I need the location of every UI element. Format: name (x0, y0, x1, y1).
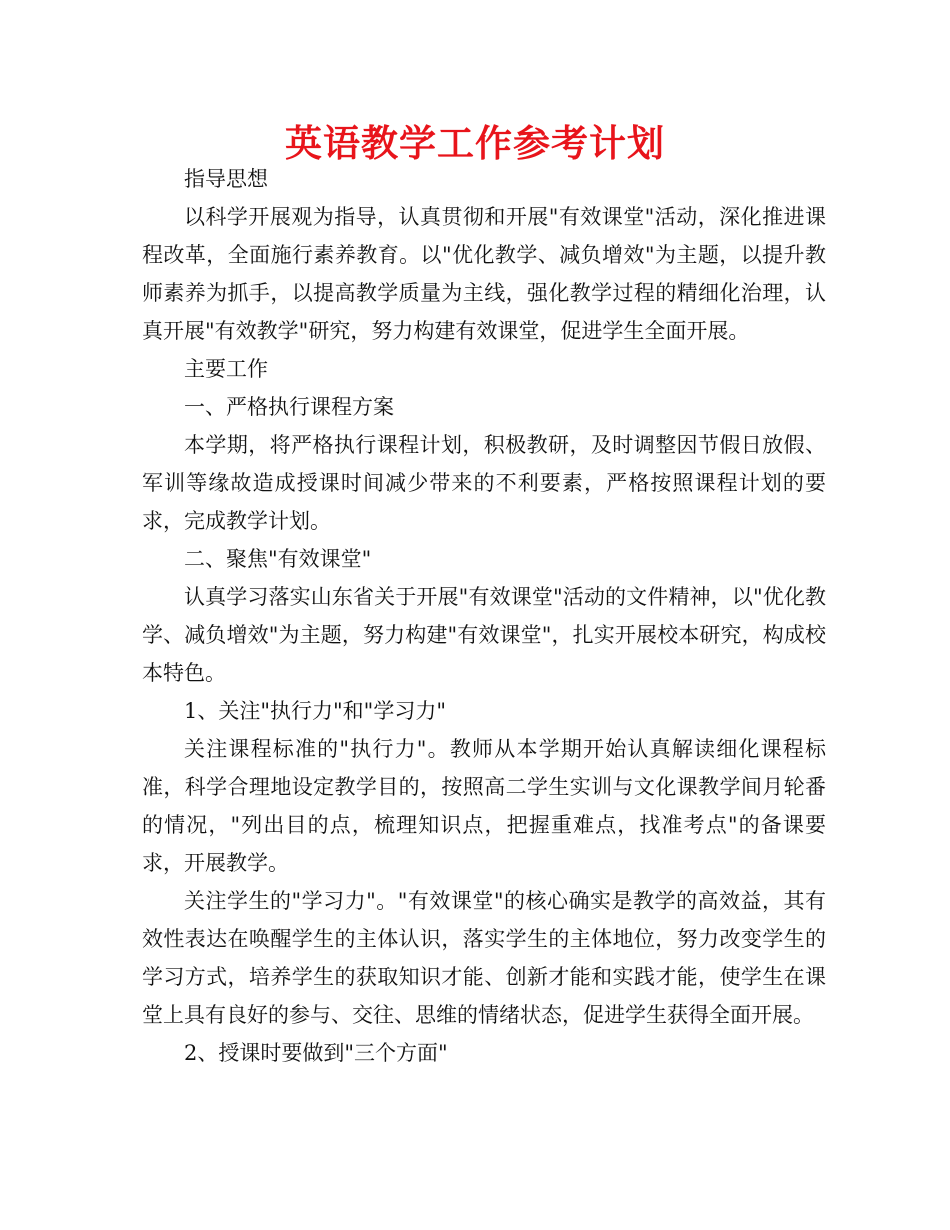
paragraph-section-2: 认真学习落实山东省关于开展"有效课堂"活动的文件精神，以"优化教学、减负增效"为主题，努力构建"有效课堂"，扎实开展校本研究，构成校本特色。 (142, 585, 826, 685)
paragraph-guiding-ideology: 以科学开展观为指导，认真贯彻和开展"有效课堂"活动，深化推进课程改革，全面施行素养教育。以"优化教学、减负增效"为主题，以提升教师素养为抓手，以提高教学质量为主线，强化教学过程的精细化治理，认真开展"有效教学"研究，努力构建有效课堂，促进学生全面开展。 (142, 205, 826, 343)
heading-guiding-ideology: 指导思想 (184, 167, 268, 191)
heading-section-1: 一、严格执行课程方案 (184, 395, 394, 419)
paragraph-learning-power: 关注学生的"学习力"。"有效课堂"的核心确实是教学的高效益，其有效性表达在唤醒学生的主体认识，落实学生的主体地位，努力改变学生的学习方式，培养学生的获取知识才能、创新才能和实践才能，使学生在课堂上具有良好的参与、交往、思维的情绪状态，促进学生获得全面开展。 (142, 889, 826, 1027)
paragraph-execution-power: 关注课程标准的"执行力"。教师从本学期开始认真解读细化课程标准，科学合理地设定教学目的，按照高二学生实训与文化课教学间月轮番的情况，"列出目的点，梳理知识点，把握重难点，找准考点"的备课要求，开展教学。 (142, 737, 826, 875)
document-body (142, 160, 826, 1072)
document-title: 英语教学工作参考计划 (285, 122, 665, 165)
heading-subsection-1: 1、关注"执行力"和"学习力" (184, 699, 446, 723)
heading-subsection-2: 2、授课时要做到"三个方面" (184, 1041, 448, 1065)
paragraph-section-1: 本学期，将严格执行课程计划，积极教研，及时调整因节假日放假、军训等缘故造成授课时间减少带来的不利要素，严格按照课程计划的要求，完成教学计划。 (142, 433, 826, 533)
heading-main-work: 主要工作 (184, 357, 268, 381)
heading-section-2: 二、聚焦"有效课堂" (184, 547, 372, 571)
